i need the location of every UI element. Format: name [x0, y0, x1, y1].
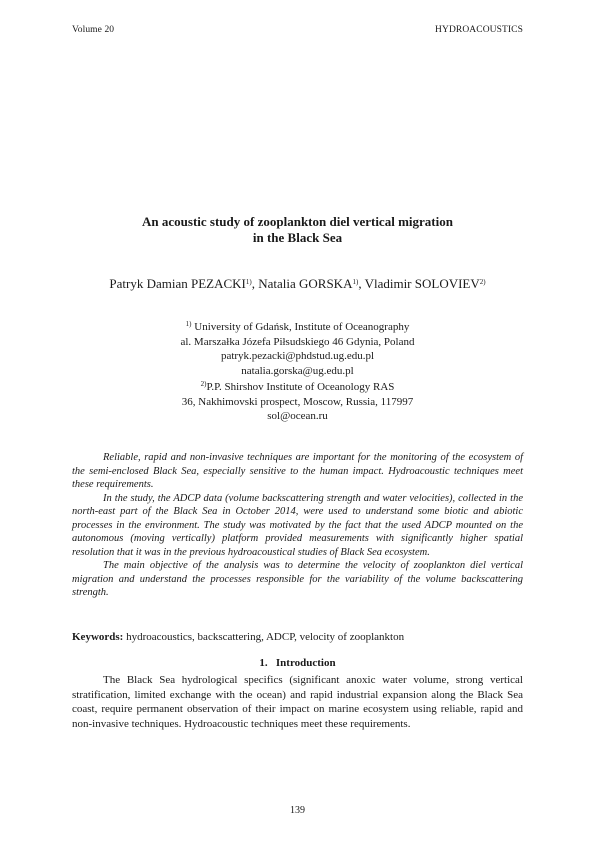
author-email: natalia.gorska@ug.edu.pl	[241, 364, 354, 377]
affiliation-block-2	[72, 380, 523, 424]
affiliation-mark: 2)	[200, 380, 207, 388]
keywords-text: hydroacoustics, backscattering, ADCP, velocity of zooplankton	[123, 631, 405, 643]
author-email: sol@ocean.ru	[267, 410, 328, 422]
keywords-line	[72, 630, 523, 644]
section-title: Introduction	[275, 657, 336, 669]
affiliation-mark: 1)	[185, 320, 192, 328]
author-list	[72, 276, 523, 292]
affiliation-line: P.P. Shirshov Institute of Oceanology RAS	[206, 381, 395, 393]
body-paragraph: The Black Sea hydrological specifics (significant anoxic water volume, strong vertical stratification, limited exchange with the ocean) and rapid industrial expansion along the Black Sea coast, require permanent observation of their impact on marine ecosystem using reliable, rapid and non-invasive techniques. Hydroacoustic techniques meet these requirements.	[72, 674, 523, 730]
journal-name: HYDROACOUSTICS	[435, 25, 523, 35]
abstract-paragraph: In the study, the ADCP data (volume backscattering strength and water velocities), collected in the north-east part of the Black Sea in October 2014, were used to understand some biotic and abiotic processes in the environment. The study was motivated by the fact that the used ADCP mounted on the autonomous (moving vertically) platform provided measurements with significantly higher spatial resolution that it was in the previous hydroacoustical studies of Black Sea ecosystem.	[72, 492, 523, 558]
paper-title	[72, 214, 523, 246]
affiliation-address: 36, Nakhimovski prospect, Moscow, Russia, 117997	[181, 395, 414, 408]
author-affiliation-mark: 1)	[352, 278, 359, 286]
volume-label: Volume 20	[72, 25, 115, 35]
introduction-body	[72, 673, 523, 731]
abstract	[72, 451, 523, 600]
section-heading	[72, 656, 523, 670]
page-number: 139	[290, 805, 305, 816]
author-name: Vladimir SOLOVIEV	[364, 276, 480, 291]
author-email: patryk.pezacki@phdstud.ug.edu.pl	[220, 350, 375, 362]
title-line-1: An acoustic study of zooplankton diel vertical migration	[142, 214, 453, 229]
abstract-paragraph: Reliable, rapid and non-invasive techniques are important for the monitoring of the ecosystem of the semi-enclosed Black Sea, especially sensitive to the human impact. Hydroacoustic techniques meet these requirements.	[72, 452, 523, 490]
author-name: Natalia GORSKA	[258, 276, 353, 291]
running-header	[72, 25, 523, 35]
author-name: Patryk Damian PEZACKI	[109, 276, 246, 291]
affiliation-line: University of Gdańsk, Institute of Oceanography	[194, 321, 410, 333]
affiliation-institution	[72, 380, 523, 395]
section-number: 1.	[259, 657, 268, 669]
abstract-paragraph: The main objective of the analysis was to determine the velocity of zooplankton diel vertical migration and understand the processes responsible for the variability of the volume backscattering strength.	[72, 560, 523, 598]
affiliation-address: al. Marszałka Józefa Piłsudskiego 46 Gdynia, Poland	[180, 335, 415, 348]
author-affiliation-mark: 2)	[479, 278, 486, 286]
author-affiliation-mark: 1)	[245, 278, 252, 286]
title-line-2: in the Black Sea	[252, 230, 343, 245]
author-separator: ,	[358, 276, 365, 291]
keywords-label: Keywords:	[72, 631, 124, 643]
affiliation-institution	[72, 320, 523, 335]
author-separator: ,	[251, 276, 259, 291]
affiliation-block-1	[72, 320, 523, 378]
